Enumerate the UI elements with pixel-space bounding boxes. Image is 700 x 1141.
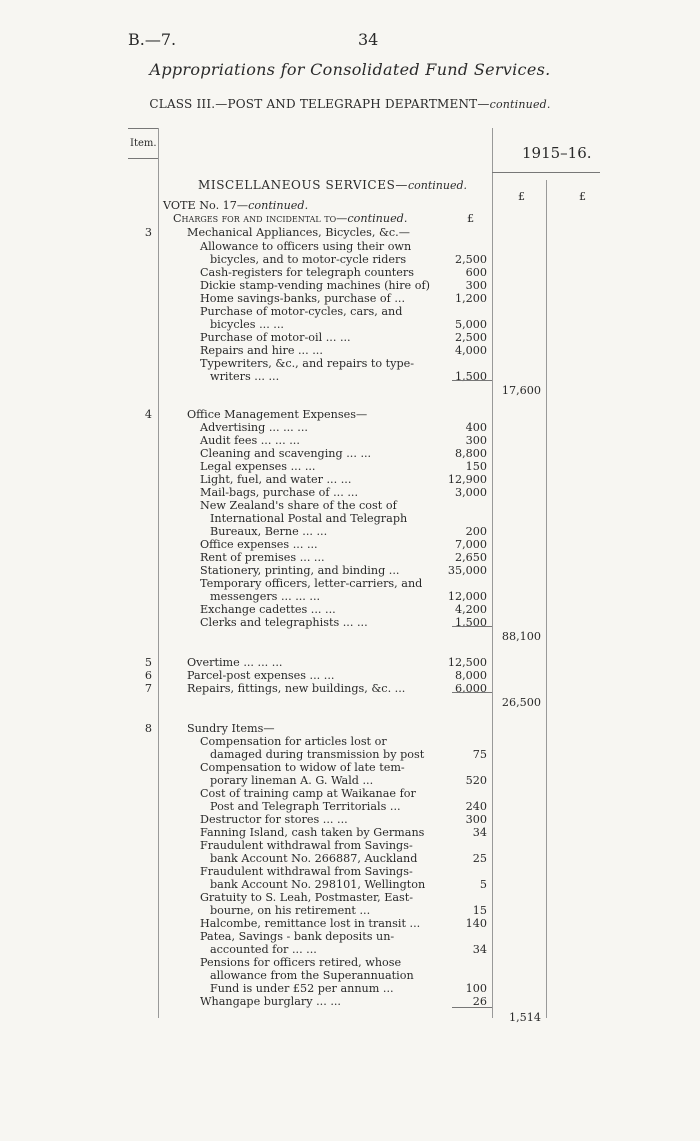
item-number: 7 — [144, 682, 152, 695]
line-item-amount: 26 — [472, 995, 487, 1008]
subtotal-rule — [452, 692, 492, 693]
line-item-description: Post and Telegraph Territorials ... — [210, 800, 401, 813]
line-item-amount: 8,800 — [454, 447, 487, 460]
line-item-amount: 400 — [465, 421, 487, 434]
line-item-description: Audit fees ... ... ... — [200, 434, 300, 447]
line-item-description: Compensation to widow of late tem- — [200, 761, 405, 774]
line-item-amount: 300 — [465, 813, 487, 826]
line-item-amount: 75 — [472, 748, 487, 761]
vote-pound-sign: £ — [467, 212, 475, 225]
line-item-amount: 520 — [465, 774, 487, 787]
charges-heading — [173, 212, 407, 225]
line-item-amount: 150 — [465, 460, 487, 473]
line-item-description: Mail-bags, purchase of ... ... — [200, 486, 359, 499]
subtotal-rule — [452, 1007, 492, 1008]
line-item-description: Whangape burglary ... ... — [200, 995, 341, 1008]
line-item-description: allowance from the Superannuation — [210, 969, 414, 982]
line-item-description: Mechanical Appliances, Bicycles, &c.— — [187, 226, 410, 239]
line-item-description: Dickie stamp-vending machines (hire of) — [200, 279, 430, 292]
line-item-amount: 2,500 — [454, 331, 487, 344]
line-item-description: writers ... ... — [210, 370, 280, 383]
line-item-amount: 8,000 — [454, 669, 487, 682]
document-reference: B.—7. — [128, 30, 177, 49]
section-heading — [198, 178, 467, 192]
charges-heading-main: Charges for and incidental to— — [173, 212, 348, 225]
line-item-description: Fraudulent withdrawal from Savings- — [200, 839, 413, 852]
line-item-amount: 34 — [472, 826, 487, 839]
line-item-description: Office expenses ... ... — [200, 538, 318, 551]
line-item-description: damaged during transmission by post — [210, 748, 425, 761]
line-item-amount: 600 — [465, 266, 487, 279]
vote-heading-continued: continued. — [248, 199, 309, 212]
line-item-description: Repairs, fittings, new buildings, &c. ... — [187, 682, 406, 695]
line-item-description: Clerks and telegraphists ... ... — [200, 616, 368, 629]
vote-heading — [163, 199, 308, 212]
line-item-description: Rent of premises ... ... — [200, 551, 325, 564]
line-item-amount: 200 — [465, 525, 487, 538]
line-item-description: Fanning Island, cash taken by Germans — [200, 826, 425, 839]
line-item-description: International Postal and Telegraph — [210, 512, 408, 525]
line-item-description: Legal expenses ... ... — [200, 460, 316, 473]
line-item-amount: 3,000 — [454, 486, 487, 499]
line-item-description: bicycles ... ... — [210, 318, 284, 331]
line-item-amount: 140 — [465, 917, 487, 930]
line-item-amount: 5 — [479, 878, 487, 891]
line-item-amount: 4,200 — [454, 603, 487, 616]
line-item-description: New Zealand's share of the cost of — [200, 499, 397, 512]
section-heading-main: MISCELLANEOUS SERVICES— — [198, 178, 408, 192]
line-item-description: Patea, Savings - bank deposits un- — [200, 930, 395, 943]
line-item-description: Sundry Items— — [187, 722, 275, 735]
line-item-description: Stationery, printing, and binding ... — [200, 564, 400, 577]
line-item-description: bank Account No. 266887, Auckland — [210, 852, 418, 865]
line-item-description: Halcombe, remittance lost in transit ... — [200, 917, 421, 930]
line-item-amount: 2,650 — [454, 551, 487, 564]
line-item-amount: 2,500 — [454, 253, 487, 266]
item-column-divider — [158, 128, 159, 1018]
item-number: 8 — [144, 722, 152, 735]
class-heading-main: CLASS III.—POST AND TELEGRAPH DEPARTMENT— — [149, 97, 490, 111]
line-item-amount: 1,500 — [454, 616, 487, 629]
line-item-description: messengers ... ... ... — [210, 590, 321, 603]
amount-column-divider — [492, 128, 493, 1018]
line-item-description: Exchange cadettes ... ... — [200, 603, 336, 616]
line-item-description: Parcel-post expenses ... ... — [187, 669, 335, 682]
line-item-description: bicycles, and to motor-cycle riders — [210, 253, 407, 266]
line-item-amount: 240 — [465, 800, 487, 813]
item-number: 3 — [144, 226, 152, 239]
line-item-description: Typewriters, &c., and repairs to type- — [200, 357, 415, 370]
line-item-amount: 12,900 — [447, 473, 487, 486]
line-item-description: Allowance to officers using their own — [200, 240, 412, 253]
subtotal-rule — [452, 626, 492, 627]
line-item-description: Cash-registers for telegraph counters — [200, 266, 414, 279]
subtotal-amount: 26,500 — [501, 696, 541, 709]
year-column-header: 1915–16. — [522, 144, 592, 162]
line-item-description: Office Management Expenses— — [187, 408, 368, 421]
page-title: Appropriations for Consolidated Fund Services. — [149, 60, 551, 79]
line-item-description: Bureaux, Berne ... ... — [210, 525, 328, 538]
page-number: 34 — [358, 30, 379, 49]
pound-sign-grand: £ — [579, 190, 586, 203]
item-number: 4 — [144, 408, 152, 421]
line-item-amount: 25 — [472, 852, 487, 865]
line-item-amount: 34 — [472, 943, 487, 956]
line-item-description: Home savings-banks, purchase of ... — [200, 292, 406, 305]
line-item-description: porary lineman A. G. Wald ... — [210, 774, 374, 787]
class-heading — [0, 97, 700, 111]
line-item-description: Compensation for articles lost or — [200, 735, 387, 748]
line-item-amount: 5,000 — [454, 318, 487, 331]
line-item-amount: 6,000 — [454, 682, 487, 695]
line-item-description: Pensions for officers retired, whose — [200, 956, 402, 969]
line-item-description: bank Account No. 298101, Wellington — [210, 878, 426, 891]
line-item-description: Purchase of motor-cycles, cars, and — [200, 305, 403, 318]
line-item-amount: 7,000 — [454, 538, 487, 551]
line-item-description: Cleaning and scavenging ... ... — [200, 447, 372, 460]
line-item-description: Fund is under £52 per annum ... — [210, 982, 394, 995]
line-item-description: Temporary officers, letter-carriers, and — [200, 577, 423, 590]
line-item-amount: 4,000 — [454, 344, 487, 357]
line-item-description: Purchase of motor-oil ... ... — [200, 331, 351, 344]
line-item-amount: 1,500 — [454, 370, 487, 383]
line-item-amount: 15 — [472, 904, 487, 917]
subtotal-amount: 1,514 — [508, 1011, 541, 1024]
item-number: 6 — [144, 669, 152, 682]
line-item-amount: 100 — [465, 982, 487, 995]
line-item-description: Fraudulent withdrawal from Savings- — [200, 865, 413, 878]
line-item-description: bourne, on his retirement ... — [210, 904, 371, 917]
class-heading-continued: continued. — [489, 98, 551, 111]
line-item-description: Gratuity to S. Leah, Postmaster, East- — [200, 891, 414, 904]
subtotal-rule — [452, 380, 492, 381]
charges-heading-continued: continued. — [347, 212, 408, 225]
vote-heading-main: VOTE No. 17— — [163, 199, 249, 212]
line-item-description: Repairs and hire ... ... — [200, 344, 323, 357]
line-item-amount: 12,000 — [447, 590, 487, 603]
line-item-amount: 300 — [465, 279, 487, 292]
year-header-rule — [492, 172, 600, 173]
line-item-description: accounted for ... ... — [210, 943, 317, 956]
subtotal-amount: 17,600 — [501, 384, 541, 397]
line-item-amount: 35,000 — [447, 564, 487, 577]
total-column-divider — [546, 180, 547, 1018]
line-item-description: Destructor for stores ... ... — [200, 813, 348, 826]
header-top-rule — [128, 128, 158, 129]
line-item-description: Advertising ... ... ... — [200, 421, 308, 434]
line-item-description: Cost of training camp at Waikanae for — [200, 787, 416, 800]
line-item-amount: 300 — [465, 434, 487, 447]
line-item-amount: 1,200 — [454, 292, 487, 305]
line-item-description: Light, fuel, and water ... ... — [200, 473, 352, 486]
subtotal-amount: 88,100 — [501, 630, 541, 643]
line-item-amount: 12,500 — [447, 656, 487, 669]
line-item-description: Overtime ... ... ... — [187, 656, 283, 669]
section-heading-continued: continued. — [408, 179, 468, 192]
item-number: 5 — [144, 656, 152, 669]
item-column-header: Item. — [130, 138, 157, 149]
item-column-rule — [128, 158, 158, 159]
pound-sign-totals: £ — [518, 190, 525, 203]
